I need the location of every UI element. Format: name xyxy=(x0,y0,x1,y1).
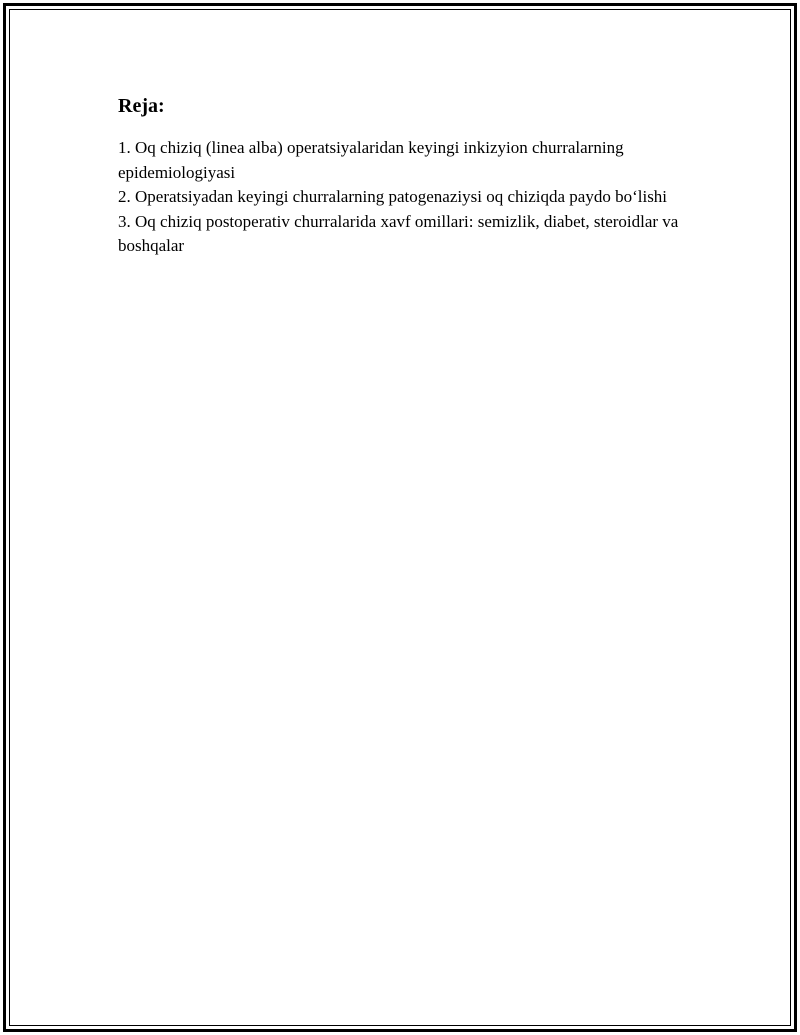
plan-list xyxy=(118,136,698,259)
list-item: 3. Oq chiziq postoperativ churralarida xavf omillari: semizlik, diabet, steroidlar va boshqalar xyxy=(118,211,679,255)
document-content xyxy=(118,92,698,259)
list-item: 2. Operatsiyadan keyingi churralarning patogenaziysi oq chiziqda paydo bo‘lishi xyxy=(118,187,668,206)
list-item: 1. Oq chiziq (linea alba) operatsiyalaridan keyingi inkizyion churralarning epidemiologiyasi xyxy=(118,138,624,182)
page-title: Reja: xyxy=(118,95,165,117)
